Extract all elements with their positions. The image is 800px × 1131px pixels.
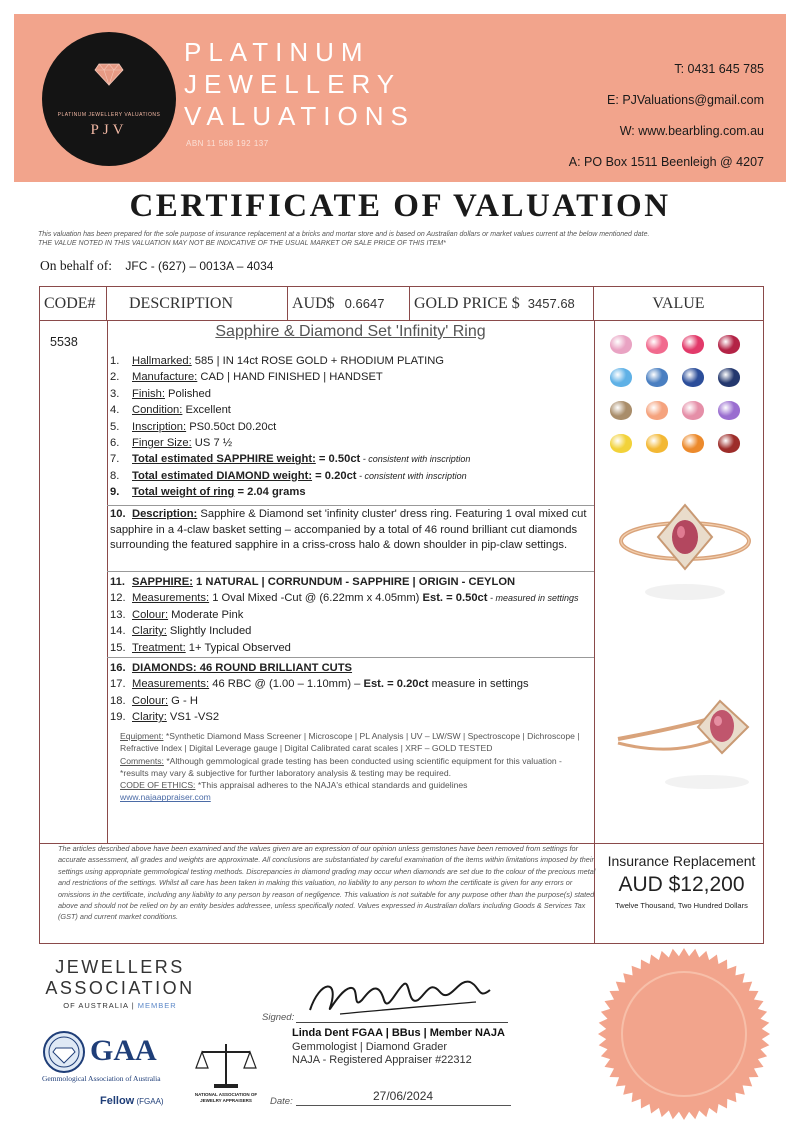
date-value: 27/06/2024: [373, 1089, 434, 1103]
sapphire-block: [110, 574, 579, 656]
valuation-table: [39, 286, 764, 944]
list-item: 19. Clarity: VS1 -VS2: [110, 711, 220, 724]
aud-value: 0.6647: [344, 296, 385, 311]
row-divider: [107, 505, 594, 506]
behalf-label: On behalf of:: [40, 258, 112, 273]
insurance-label: Insurance Replacement: [607, 853, 756, 869]
date-label: Date:: [270, 1096, 293, 1107]
insurance-amount: AUD $12,200: [618, 873, 745, 896]
header-aud: [288, 287, 410, 320]
list-item: 15. Treatment: 1+ Typical Observed: [110, 641, 291, 654]
gold-label: GOLD PRICE $: [414, 295, 520, 312]
gem-swatch: [718, 368, 740, 387]
logo-ring-text: PLATINUM JEWELLERY VALUATIONS: [57, 112, 161, 118]
disclaimer-line-2: THE VALUE NOTED IN THIS VALUATION MAY NOT BE INDICATIVE OF THE USUAL MARKET OR SALE PRICE OF THIS ITEM*: [38, 240, 446, 247]
list-item: 3. Finish: Polished: [110, 387, 211, 400]
date-line: [296, 1105, 511, 1106]
seal-stamp: [596, 946, 772, 1122]
brand-line-2: JEWELLERY: [184, 69, 402, 99]
jaa-line-2: ASSOCIATION: [45, 978, 195, 998]
table-header-row: [40, 287, 763, 321]
list-item: 8. Total estimated DIAMOND weight: = 0.20ct - consistent with inscription: [110, 469, 467, 482]
gem-swatch: [610, 335, 632, 354]
gaa-subtitle: Gemmological Association of Australia: [42, 1074, 161, 1083]
jaa-logo: [40, 957, 200, 1010]
brand-line-1: PLATINUM: [184, 37, 370, 67]
gem-swatch: [682, 434, 704, 453]
ring-image-top: [614, 497, 756, 607]
description-block: 10. Description: Sapphire & Diamond set 'infinity cluster' dress ring. Featuring 1 oval mixed cut sapphire in a 4-claw basket setting – accompanied by a total of 46 round brilliant cut diamonds surrounding the featured sapphire in a criss-cross halo & down shoulder in pip-claw settings.: [110, 508, 587, 552]
disclaimer: [38, 230, 773, 248]
gem-swatch: [646, 335, 668, 354]
contact-website[interactable]: W: www.bearbling.com.au: [619, 124, 764, 138]
column-divider: [107, 321, 108, 843]
header-banner: [14, 14, 786, 182]
list-item: 9. Total weight of ring = 2.04 grams: [110, 486, 306, 499]
list-item: 1. Hallmarked: 585 | IN 14ct ROSE GOLD + RHODIUM PLATING: [110, 355, 444, 367]
row-divider: [107, 571, 594, 572]
product-title: Sapphire & Diamond Set 'Infinity' Ring: [215, 323, 486, 340]
jaa-line-1: JEWELLERS: [55, 957, 185, 977]
abn-number: ABN 11 588 192 137: [186, 139, 269, 148]
sapphire-heading: 11. SAPPHIRE: 1 NATURAL | CORRUNDUM - SAPPHIRE | ORIGIN - CEYLON: [110, 576, 516, 588]
header-code: CODE#: [40, 287, 107, 320]
signed-label: Signed:: [262, 1012, 295, 1023]
contact-email[interactable]: E: PJValuations@gmail.com: [607, 93, 764, 107]
item-code: 5538: [50, 335, 78, 349]
gold-value: 3457.68: [527, 296, 575, 311]
page-title: CERTIFICATE OF VALUATION: [129, 188, 671, 224]
gem-swatch: [610, 434, 632, 453]
header-value: VALUE: [652, 295, 705, 312]
list-item: 13. Colour: Moderate Pink: [110, 608, 244, 621]
aud-label: AUD$: [292, 295, 335, 312]
contact-phone: T: 0431 645 785: [674, 62, 764, 76]
list-item: 14. Clarity: Slightly Included: [110, 625, 252, 638]
comments-note: Comments: *Although gemmological grade testing has been conducted using scientific equipment for this valuation - *results may vary & subjective for further laboratory analysis & testing may be required.: [120, 755, 562, 778]
company-logo: [42, 32, 176, 166]
gem-swatch: [610, 368, 632, 387]
contact-block: [569, 54, 764, 178]
list-item: 2. Manufacture: CAD | HAND FINISHED | HANDSET: [110, 371, 383, 384]
list-item: 6. Finger Size: US 7 ½: [110, 436, 233, 449]
gem-swatch: [682, 368, 704, 387]
signer-title: Gemmologist | Diamond Grader: [292, 1040, 448, 1053]
gem-swatch: [718, 335, 740, 354]
jaa-sub: OF AUSTRALIA | MEMBER: [63, 1001, 177, 1010]
behalf-reference: JFC - (627) – 0013A – 4034: [125, 259, 274, 273]
ethics-link[interactable]: www.najaappraiser.com: [120, 792, 211, 803]
list-item: 12. Measurements: 1 Oval Mixed -Cut @ (6.22mm x 4.05mm) Est. = 0.50ct - measured in settings: [110, 592, 579, 605]
insurance-box: [600, 843, 763, 910]
row-divider: [107, 657, 594, 658]
naja-logo: [188, 1040, 264, 1103]
brand-name: [184, 36, 415, 132]
signature-line: [296, 1022, 508, 1023]
gaa-logo: [42, 1030, 161, 1083]
gem-swatch: [682, 401, 704, 420]
gem-swatch: [682, 335, 704, 354]
contact-address: A: PO Box 1511 Beenleigh @ 4207: [568, 155, 764, 169]
signature-image: [300, 970, 500, 1022]
gaa-emblem-icon: [42, 1030, 86, 1074]
diamonds-block: [110, 660, 529, 726]
ring-image-side: [612, 687, 758, 797]
header-description: DESCRIPTION: [107, 287, 288, 320]
signer-name: Linda Dent FGAA | BBus | Member NAJA: [292, 1027, 505, 1039]
insurance-words: Twelve Thousand, Two Hundred Dollars: [615, 901, 748, 910]
disclaimer-line-1: This valuation has been prepared for the sole purpose of insurance replacement at a bricks and mortar store and is based on Australian dollars or market values current at the below mentioned date.: [38, 231, 650, 238]
list-item: 17. Measurements: 46 RBC @ (1.00 – 1.10mm) – Est. = 0.20ct measure in settings: [110, 678, 529, 691]
list-item: 18. Colour: G - H: [110, 694, 198, 707]
diamond-icon: [94, 62, 124, 86]
fellow-label: Fellow (FGAA): [100, 1095, 164, 1107]
seal-body: [598, 948, 770, 1120]
gem-swatch: [646, 401, 668, 420]
gem-swatch: [646, 434, 668, 453]
fine-print: The articles described above have been examined and the values given are an expression of our opinion unless gemstones have been removed from settings for accurate assessment, all grades and weights are approximate. All conclusions are substantiated by careful examination of the items within limitations imposed by their settings using appropriate gemmological testing methods. Discrepancies in diamond grading may occur when diamonds are set due to the colour of the precious metal and restrictions of the settings. Whilst all care has been taken in making this valuation, no liability to any person to whom the certificate is given for any errors or omissions in the certificate, including any liability to any person by reason of negligence. This valuation is not suitable for any purpose other than the purpose(s) stated above and should not be relied on by an entity besides addressee, unless specifically noted. Values expressed in Australian dollars including Goods & Services Tax (GST) and current market conditions.: [58, 844, 596, 922]
testing-notes: [120, 730, 590, 804]
item-list: [110, 353, 470, 501]
gem-swatch: [718, 434, 740, 453]
ethics-note: CODE OF ETHICS: *This appraisal adheres to the NAJA's ethical standards and guidelines: [120, 780, 468, 791]
naja-text: NATIONAL ASSOCIATION OF JEWELRY APPRAISERS: [194, 1092, 258, 1103]
gem-swatch: [610, 401, 632, 420]
brand-line-3: VALUATIONS: [184, 101, 415, 131]
signer-block: [292, 1027, 505, 1068]
list-item: 4. Condition: Excellent: [110, 404, 231, 417]
scales-icon: [188, 1040, 264, 1092]
on-behalf-of: [40, 258, 273, 274]
list-item: 5. Inscription: PS0.50ct D0.20ct: [110, 420, 277, 433]
gem-swatch: [646, 368, 668, 387]
diamonds-heading: 16. DIAMONDS: 46 ROUND BRILLIANT CUTS: [110, 662, 353, 674]
gem-swatch: [718, 401, 740, 420]
equipment-note: Equipment: *Synthetic Diamond Mass Screener | Microscope | PL Analysis | UV – LW/SW | Spectroscope | Dichroscope | Refractive Index | Digital Leverage gauge | Digital Calibrated carat scales | XRF – GOLD TESTED: [120, 731, 580, 754]
header-gold-price: [410, 287, 594, 320]
signer-registration: NAJA - Registered Appraiser #22312: [292, 1054, 472, 1066]
list-item: 7. Total estimated SAPPHIRE weight: = 0.50ct - consistent with inscription: [110, 453, 471, 466]
logo-monogram: PJV: [90, 122, 128, 138]
gaa-text: GAA: [90, 1034, 157, 1067]
